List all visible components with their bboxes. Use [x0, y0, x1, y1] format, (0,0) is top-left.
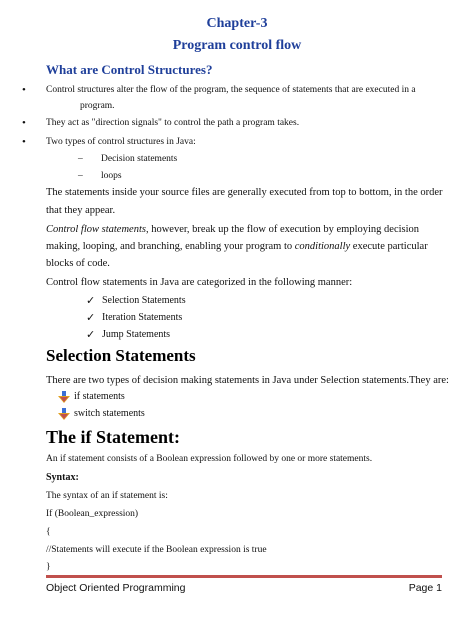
code-line: //Statements will execute if the Boolean expression is true — [46, 545, 267, 555]
code-line: If (Boolean_expression) — [46, 509, 139, 519]
check-icon: ✓ — [86, 295, 96, 307]
text: , however, break up the flow of execution by employing decision — [145, 224, 420, 235]
dash-mark: – — [78, 171, 83, 181]
page-title: Program control flow — [172, 38, 302, 53]
paragraph-line: The statements inside your source files are generally executed from top to bottom, in the order — [46, 187, 443, 198]
check-icon: ✓ — [86, 329, 96, 341]
bullet-text: They act as "direction signals" to control the path a program takes. — [46, 118, 300, 128]
paragraph-line: that they appear. — [46, 205, 116, 216]
bullet-mark: • — [22, 136, 26, 148]
syntax-label: Syntax: — [46, 472, 79, 483]
section-heading-selection: Selection Statements — [46, 346, 196, 365]
code-line: { — [46, 527, 51, 537]
paragraph-line: blocks of code. — [46, 258, 110, 269]
paragraph-line: An if statement consists of a Boolean expression followed by one or more statements. — [46, 454, 373, 464]
footer-course-title: Object Oriented Programming — [46, 582, 186, 594]
arrow-down-icon — [58, 408, 70, 420]
text: execute particular — [350, 241, 428, 252]
paragraph-line — [46, 241, 428, 252]
paragraph-line: The syntax of an if statement is: — [46, 491, 168, 501]
emphasis: Control flow statements — [46, 224, 146, 235]
section-heading-control-structures: What are Control Structures? — [46, 62, 213, 77]
selection-item: switch statements — [74, 408, 145, 419]
bullet-text-cont: program. — [80, 101, 115, 111]
category-item: Jump Statements — [102, 329, 171, 340]
bullet-text: Two types of control structures in Java: — [46, 137, 196, 147]
check-icon: ✓ — [86, 312, 96, 324]
bullet-mark: • — [22, 84, 26, 96]
section-heading-if: The if Statement: — [46, 427, 180, 447]
paragraph-line — [46, 224, 419, 235]
footer-rule — [46, 575, 442, 578]
paragraph-line: There are two types of decision making statements in Java under Selection statements.They are: — [46, 375, 449, 386]
bullet-mark: • — [22, 117, 26, 129]
type-item: loops — [101, 171, 122, 181]
selection-item: if statements — [74, 391, 125, 402]
arrow-down-icon — [58, 391, 70, 403]
paragraph-line: Control flow statements in Java are categorized in the following manner: — [46, 277, 353, 288]
bullet-text: Control structures alter the flow of the program, the sequence of statements that are executed in a — [46, 85, 416, 95]
code-line: } — [46, 562, 51, 572]
category-item: Iteration Statements — [102, 312, 183, 323]
category-item: Selection Statements — [102, 295, 186, 306]
page-number: Page 1 — [408, 582, 442, 594]
text: making, looping, and branching, enabling your program to — [46, 241, 295, 252]
type-item: Decision statements — [101, 154, 178, 164]
chapter-label: Chapter-3 — [206, 16, 268, 31]
dash-mark: – — [78, 154, 83, 164]
emphasis: conditionally — [294, 241, 351, 252]
